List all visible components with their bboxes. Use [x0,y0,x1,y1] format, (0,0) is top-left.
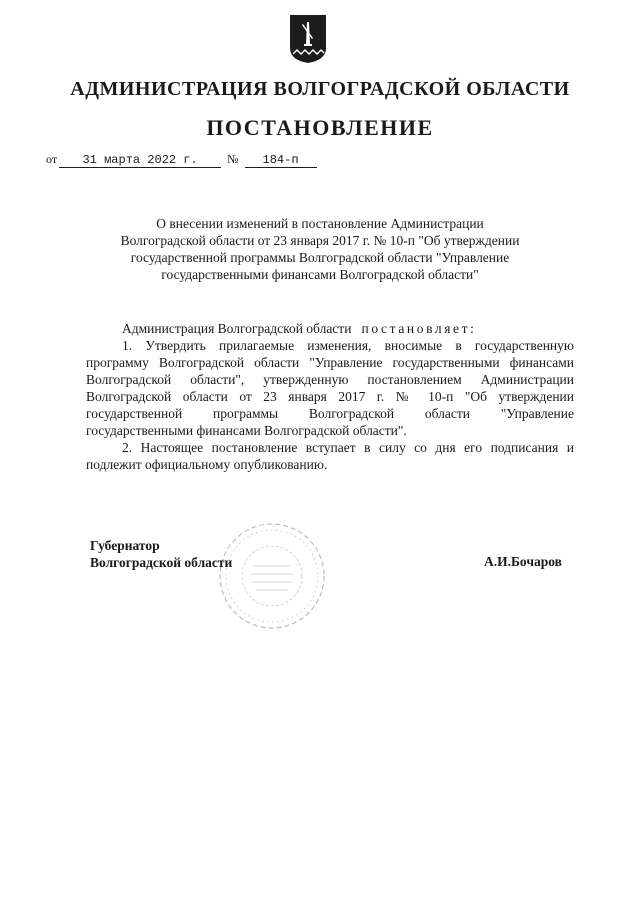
document-number: 184-п [245,151,317,168]
item-2-paragraph: 2. Настоящее постановление вступает в силу со дня его подписания и подлежит официальному опубликованию. [86,440,574,472]
position-line: Волгоградской области [90,555,233,570]
document-subject [90,215,550,283]
item-1-paragraph: 1. Утвердить прилагаемые изменения, вносимые в государственную программу Волгоградской области "Управление государственными финансами Волгоградской области", утвержденную постановлением Администрации Волгоградской области от 23 января 2017 г. № 10-п "Об утверждении государственной программы Волгоградской области "Управление государственными финансами Волгоградской области". [86,338,574,438]
signatory-name: А.И.Бочаров [484,554,562,569]
volgograd-coat-of-arms-icon [289,14,327,64]
signatory-position [90,537,260,571]
subject-line: государственными финансами Волгоградской области" [161,267,479,282]
organization-title: АДМИНИСТРАЦИЯ ВОЛГОГРАДСКОЙ ОБЛАСТИ [70,78,570,100]
position-line: Губернатор [90,538,160,553]
preamble-text: Администрация Волгоградской области [122,321,352,336]
subject-line: государственной программы Волгоградской области "Управление [130,250,510,265]
registration-line [46,150,317,170]
resolves-text: постановляет: [361,321,477,336]
subject-line: О внесении изменений в постановление Администрации [156,216,484,231]
subject-line: Волгоградской области от 23 января 2017 г. № 10-п "Об утверждении [120,233,520,248]
date-prefix: от [46,152,58,166]
document-date: 31 марта 2022 г. [59,151,221,168]
preamble-paragraph [86,320,574,337]
document-type-heading: ПОСТАНОВЛЕНИЕ [206,115,434,140]
document-body [86,320,574,473]
number-label: № [227,152,239,166]
